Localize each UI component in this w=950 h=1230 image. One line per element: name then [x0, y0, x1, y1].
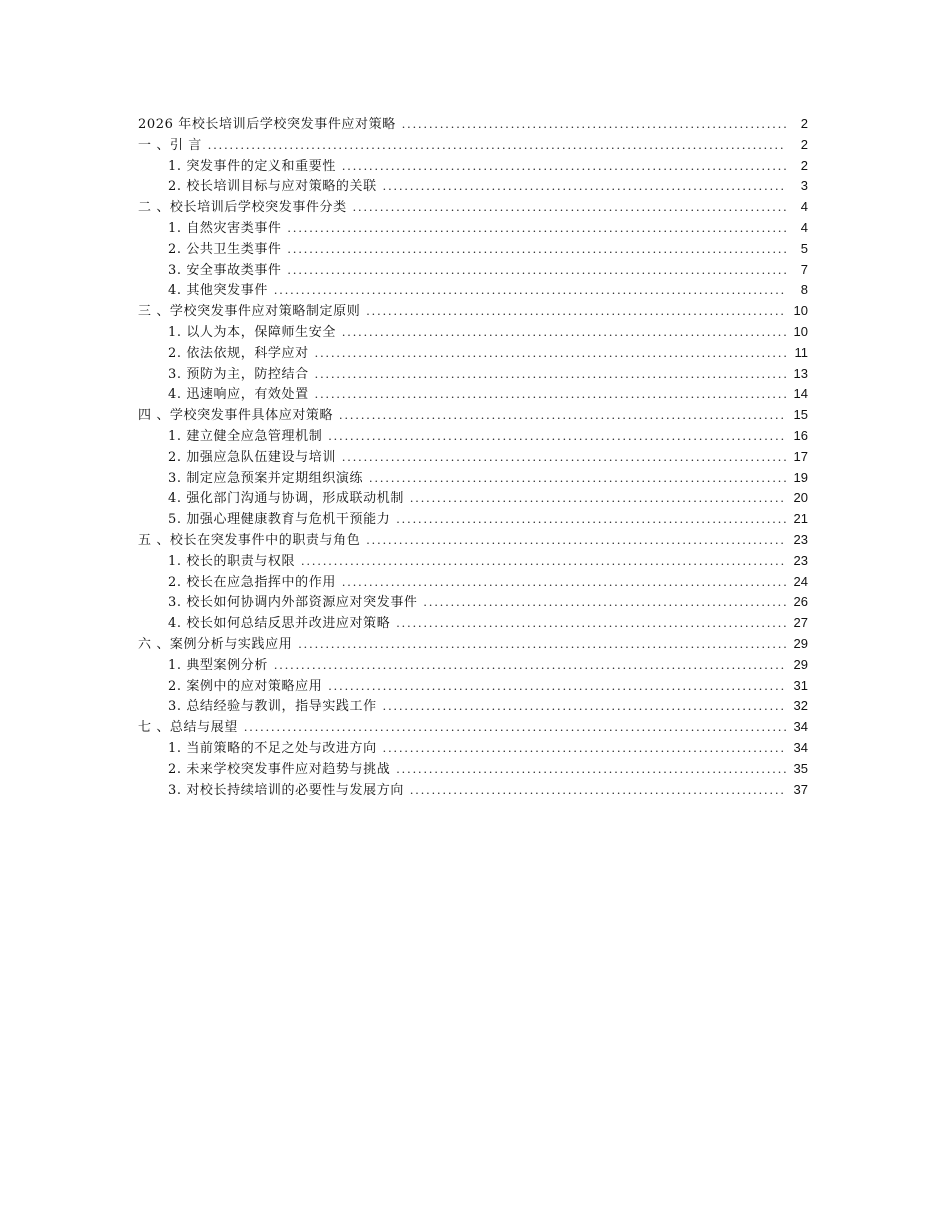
toc-entry-title: 3. 对校长持续培训的必要性与发展方向	[168, 782, 404, 798]
toc-entry-title: 2. 案例中的应对策略应用	[168, 678, 323, 694]
toc-entry-page: 3	[800, 178, 808, 194]
toc-entry-page: 13	[793, 365, 808, 381]
toc-dot-leader	[366, 301, 786, 322]
toc-entry-title: 2. 校长培训目标与应对策略的关联	[168, 179, 377, 195]
toc-entry[interactable]	[138, 176, 808, 197]
toc-entry-page: 27	[793, 615, 808, 631]
toc-entry-page: 31	[793, 677, 808, 693]
toc-entry-title: 1. 当前策略的不足之处与改进方向	[168, 740, 377, 756]
toc-dot-leader	[288, 218, 786, 239]
toc-dot-leader	[410, 488, 786, 509]
toc-entry[interactable]	[138, 218, 808, 239]
toc-entry-page: 21	[793, 511, 808, 527]
toc-entry[interactable]	[138, 488, 808, 509]
toc-entry-title: 七 、总结与展望	[138, 720, 238, 736]
toc-entry-title: 三 、学校突发事件应对策略制定原则	[138, 304, 361, 320]
toc-entry-title: 3. 总结经验与教训，指导实践工作	[168, 699, 377, 715]
toc-dot-leader	[274, 655, 786, 676]
toc-entry-title: 4. 强化部门沟通与协调，形成联动机制	[168, 491, 404, 507]
toc-dot-leader	[328, 676, 786, 697]
toc-entry-page: 8	[800, 282, 808, 298]
toc-entry[interactable]	[138, 301, 808, 322]
toc-entry-title: 1. 突发事件的定义和重要性	[168, 158, 336, 174]
toc-entry[interactable]	[138, 613, 808, 634]
toc-dot-leader	[339, 405, 786, 426]
toc-entry[interactable]	[138, 197, 808, 218]
toc-entry-title: 四 、学校突发事件具体应对策略	[138, 408, 334, 424]
toc-entry-title: 2. 依法依规，科学应对	[168, 345, 309, 361]
toc-entry-title: 5. 加强心理健康教育与危机干预能力	[168, 512, 391, 528]
toc-dot-leader	[298, 634, 786, 655]
toc-entry-title: 2. 公共卫生类事件	[168, 241, 282, 257]
toc-entry-title: 六 、案例分析与实践应用	[138, 636, 293, 652]
toc-dot-leader	[396, 759, 786, 780]
toc-entry-title: 1. 自然灾害类事件	[168, 220, 282, 236]
toc-entry-page: 15	[793, 407, 808, 423]
toc-entry[interactable]	[138, 384, 808, 405]
toc-entry-title: 2026 年校长培训后学校突发事件应对策略	[138, 117, 396, 132]
toc-entry-title: 2. 未来学校突发事件应对趋势与挑战	[168, 761, 391, 777]
toc-dot-leader	[315, 384, 786, 405]
toc-dot-leader	[396, 509, 786, 530]
toc-entry-page: 2	[800, 157, 808, 173]
toc-dot-leader	[342, 322, 786, 343]
toc-entry[interactable]	[138, 530, 808, 551]
toc-dot-leader	[396, 613, 786, 634]
toc-entry-page: 34	[793, 719, 808, 735]
toc-dot-leader	[369, 468, 786, 489]
toc-entry-page: 5	[800, 240, 808, 256]
toc-entry[interactable]	[138, 343, 808, 364]
toc-dot-leader	[244, 717, 786, 738]
toc-entry[interactable]	[138, 572, 808, 593]
toc-entry-page: 23	[793, 552, 808, 568]
toc-dot-leader	[301, 551, 786, 572]
toc-entry[interactable]	[138, 405, 808, 426]
toc-entry-title: 1. 以人为本，保障师生安全	[168, 324, 336, 340]
toc-entry-title: 1. 建立健全应急管理机制	[168, 428, 323, 444]
toc-entry-page: 35	[793, 760, 808, 776]
toc-dot-leader	[342, 447, 786, 468]
toc-entry-page: 26	[793, 594, 808, 610]
toc-entry-title: 2. 校长在应急指挥中的作用	[168, 574, 336, 590]
toc-entry-page: 4	[800, 219, 808, 235]
toc-entry-title: 3. 预防为主，防控结合	[168, 366, 309, 382]
toc-dot-leader	[288, 260, 786, 281]
toc-entry[interactable]	[138, 717, 808, 738]
toc-entry[interactable]	[138, 655, 808, 676]
toc-entry-title: 3. 制定应急预案并定期组织演练	[168, 470, 364, 486]
toc-dot-leader	[383, 176, 786, 197]
toc-entry[interactable]	[138, 696, 808, 717]
toc-entry[interactable]	[138, 322, 808, 343]
toc-entry-title: 3. 校长如何协调内外部资源应对突发事件	[168, 595, 418, 611]
toc-entry[interactable]	[138, 551, 808, 572]
toc-entry-page: 23	[793, 531, 808, 547]
table-of-contents	[138, 114, 808, 800]
toc-entry-title: 1. 典型案例分析	[168, 657, 268, 673]
toc-entry-page: 14	[793, 386, 808, 402]
toc-entry-title: 一 、引 言	[138, 137, 202, 153]
toc-dot-leader	[410, 780, 786, 801]
toc-dot-leader	[424, 592, 786, 613]
toc-entry-title: 1. 校长的职责与权限	[168, 553, 296, 569]
toc-entry[interactable]	[138, 280, 808, 301]
toc-entry-page: 32	[793, 698, 808, 714]
toc-entry[interactable]	[138, 780, 808, 801]
toc-entry-page: 7	[800, 261, 808, 277]
toc-entry-title: 二 、校长培训后学校突发事件分类	[138, 200, 347, 216]
toc-entry[interactable]	[138, 468, 808, 489]
toc-dot-leader	[328, 426, 786, 447]
toc-entry-page: 34	[793, 739, 808, 755]
toc-entry[interactable]	[138, 738, 808, 759]
toc-dot-leader	[342, 572, 786, 593]
toc-dot-leader	[208, 135, 786, 156]
toc-entry-title: 4. 其他突发事件	[168, 283, 268, 299]
toc-entry-page: 20	[793, 490, 808, 506]
toc-dot-leader	[383, 696, 786, 717]
toc-dot-leader	[342, 156, 786, 177]
toc-dot-leader	[274, 280, 786, 301]
toc-entry-page: 10	[793, 323, 808, 339]
toc-entry-page: 16	[793, 427, 808, 443]
toc-entry-page: 29	[793, 635, 808, 651]
toc-entry[interactable]	[138, 114, 808, 135]
toc-dot-leader	[402, 114, 786, 135]
toc-entry-page: 24	[793, 573, 808, 589]
toc-entry[interactable]	[138, 447, 808, 468]
toc-entry-page: 2	[800, 136, 808, 152]
toc-entry[interactable]	[138, 592, 808, 613]
toc-entry-title: 3. 安全事故类事件	[168, 262, 282, 278]
toc-entry-page: 4	[800, 199, 808, 215]
toc-dot-leader	[383, 738, 786, 759]
toc-entry-title: 4. 迅速响应，有效处置	[168, 387, 309, 403]
toc-entry-title: 五 、校长在突发事件中的职责与角色	[138, 532, 361, 548]
toc-entry-title: 2. 加强应急队伍建设与培训	[168, 449, 336, 465]
toc-entry-page: 37	[793, 781, 808, 797]
toc-entry-page: 11	[794, 344, 808, 360]
toc-dot-leader	[353, 197, 786, 218]
toc-entry-page: 10	[793, 303, 808, 319]
toc-dot-leader	[315, 343, 786, 364]
toc-dot-leader	[288, 239, 786, 260]
toc-entry[interactable]	[138, 239, 808, 260]
toc-entry[interactable]	[138, 634, 808, 655]
toc-entry-title: 4. 校长如何总结反思并改进应对策略	[168, 616, 391, 632]
toc-entry[interactable]	[138, 759, 808, 780]
toc-entry[interactable]	[138, 676, 808, 697]
toc-dot-leader	[366, 530, 786, 551]
toc-entry[interactable]	[138, 364, 808, 385]
toc-entry-page: 2	[800, 116, 808, 131]
toc-entry[interactable]	[138, 509, 808, 530]
toc-dot-leader	[315, 364, 786, 385]
toc-entry[interactable]	[138, 135, 808, 156]
toc-entry[interactable]	[138, 260, 808, 281]
toc-entry-page: 17	[793, 448, 808, 464]
toc-entry[interactable]	[138, 426, 808, 447]
toc-entry-page: 19	[793, 469, 808, 485]
toc-entry-page: 29	[793, 656, 808, 672]
toc-entry[interactable]	[138, 156, 808, 177]
